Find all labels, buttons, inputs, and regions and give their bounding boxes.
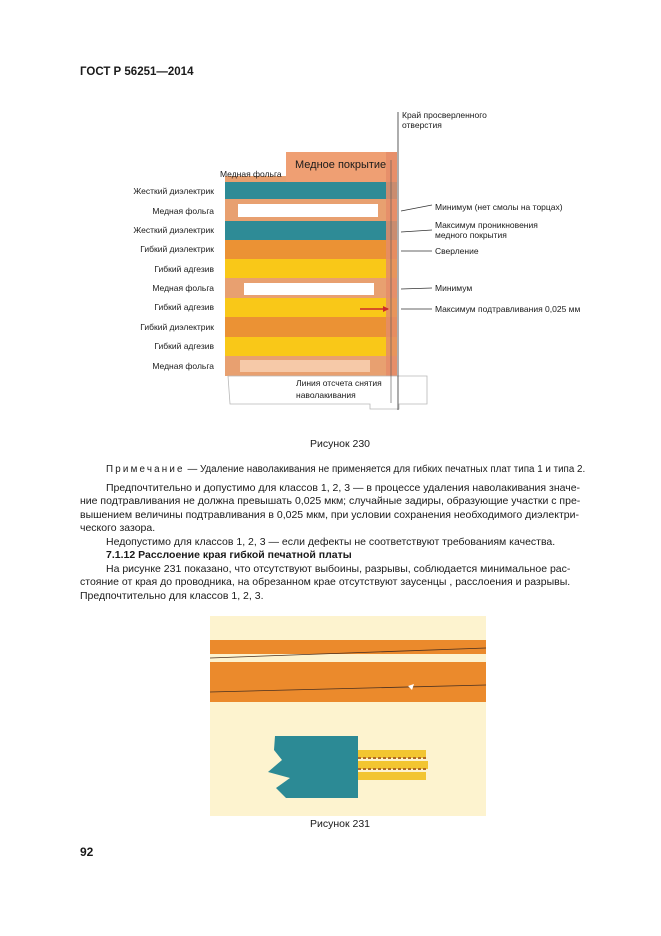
paragraph-1: Предпочтительно и допустимо для классов 1, 2, 3 — в процессе удаления наволакивания значе- ние подтравливания не должна превышать 0,025 мкм; случайные задиры, образующие участки с пре- вышением величины подтравливания в 0,025 мкм, при условии сохранения необходимого диэлектри- ческого зазора. [80,482,581,535]
layer-flex-adhesive-3 [225,337,397,356]
left-label-flex-dielectric-2: Гибкий диэлектрик [140,322,214,332]
fig231-conductor-1 [358,750,426,758]
layer-copper-foil-1 [225,199,397,204]
layer-copper-foil-3-light [240,360,370,372]
layer-copper-foil-1-left [225,204,238,217]
layer-copper-foil-2-bottom [225,295,397,298]
note-text: — Удаление наволакивания не применяется для гибких печатных плат типа 1 и типа 2. [184,464,586,475]
layer-copper-foil-2-left [225,283,244,295]
left-label-flex-adhesive-3: Гибкий адгезив [154,341,214,351]
section-heading-7-1-12: 7.1.12 Расслоение края гибкой печатной платы [106,549,352,561]
left-label-flex-dielectric-1: Гибкий диэлектрик [140,244,214,254]
left-label-copper-foil-1: Медная фольга [152,206,214,216]
fig231-conductor-3 [358,772,426,780]
fig231-teal-block [268,736,358,798]
left-label-copper-foil-3: Медная фольга [152,361,214,371]
figure-230-caption: Рисунок 230 [309,438,371,450]
left-label-flex-adhesive-2: Гибкий адгезив [154,302,214,312]
layer-flex-adhesive-1 [225,259,397,278]
reference-line-label: Линия отсчета снятия наволакивания [296,378,382,400]
note [106,464,585,475]
right-label-drilling: Сверление [435,246,479,256]
layer-copper-foil-1-light [238,204,378,217]
figure-231-diagram [0,600,661,820]
note-label: Примечание [106,464,185,475]
layer-flex-dielectric-2 [225,317,397,337]
layer-flex-dielectric-1 [225,240,397,259]
left-label-rigid-dielectric-1: Жесткий диэлектрик [133,186,214,196]
layer-copper-foil-2-light [244,283,374,295]
top-foil-label: Медная фольга [220,169,282,179]
right-label-etchback: Максимум подтравливания 0,025 мм [435,304,581,314]
left-label-flex-adhesive-1: Гибкий адгезив [154,264,214,274]
right-label-penetration: Максимум проникновения медного покрытия [435,220,538,240]
layer-flex-adhesive-2 [225,298,397,317]
layer-rigid-dielectric-1 [225,182,397,199]
fig231-conductor-2 [358,761,428,769]
fig231-main-band [210,662,486,702]
right-label-minimum: Минимум [435,283,473,293]
left-label-rigid-dielectric-2: Жесткий диэлектрик [133,225,214,235]
layer-copper-foil-2 [225,278,397,283]
page-number: 92 [80,845,94,859]
fig231-top-band [210,640,486,654]
document-header: ГОСТ Р 56251—2014 [80,66,194,78]
left-label-copper-foil-2: Медная фольга [152,283,214,293]
layer-copper-foil-1-bottom [225,217,397,221]
pointer-penetration [401,230,432,232]
copper-plating-label: Медное покрытие [295,159,387,171]
pointer-min-resin [401,205,432,211]
right-label-min-resin: Минимум (нет смолы на торцах) [435,202,563,212]
pointer-minimum [401,288,432,289]
paragraph-3: На рисунке 231 показано, что отсутствуют выбоины, разрывы, соблюдается минимальное рас- стояние от края до проводника, на обрезанном крае отсутствуют заусенцы , расслоения и разрывы. Предпочтительно для классов 1, 2, 3. [80,563,571,602]
hole-edge-label: Край просверленного отверстия [402,110,487,130]
figure-231-caption: Рисунок 231 [309,818,371,830]
hole-plating [386,152,397,376]
paragraph-2: Недопустимо для классов 1, 2, 3 — если дефекты не соответствуют требованиям качества. [106,536,556,548]
layer-rigid-dielectric-2 [225,221,397,240]
